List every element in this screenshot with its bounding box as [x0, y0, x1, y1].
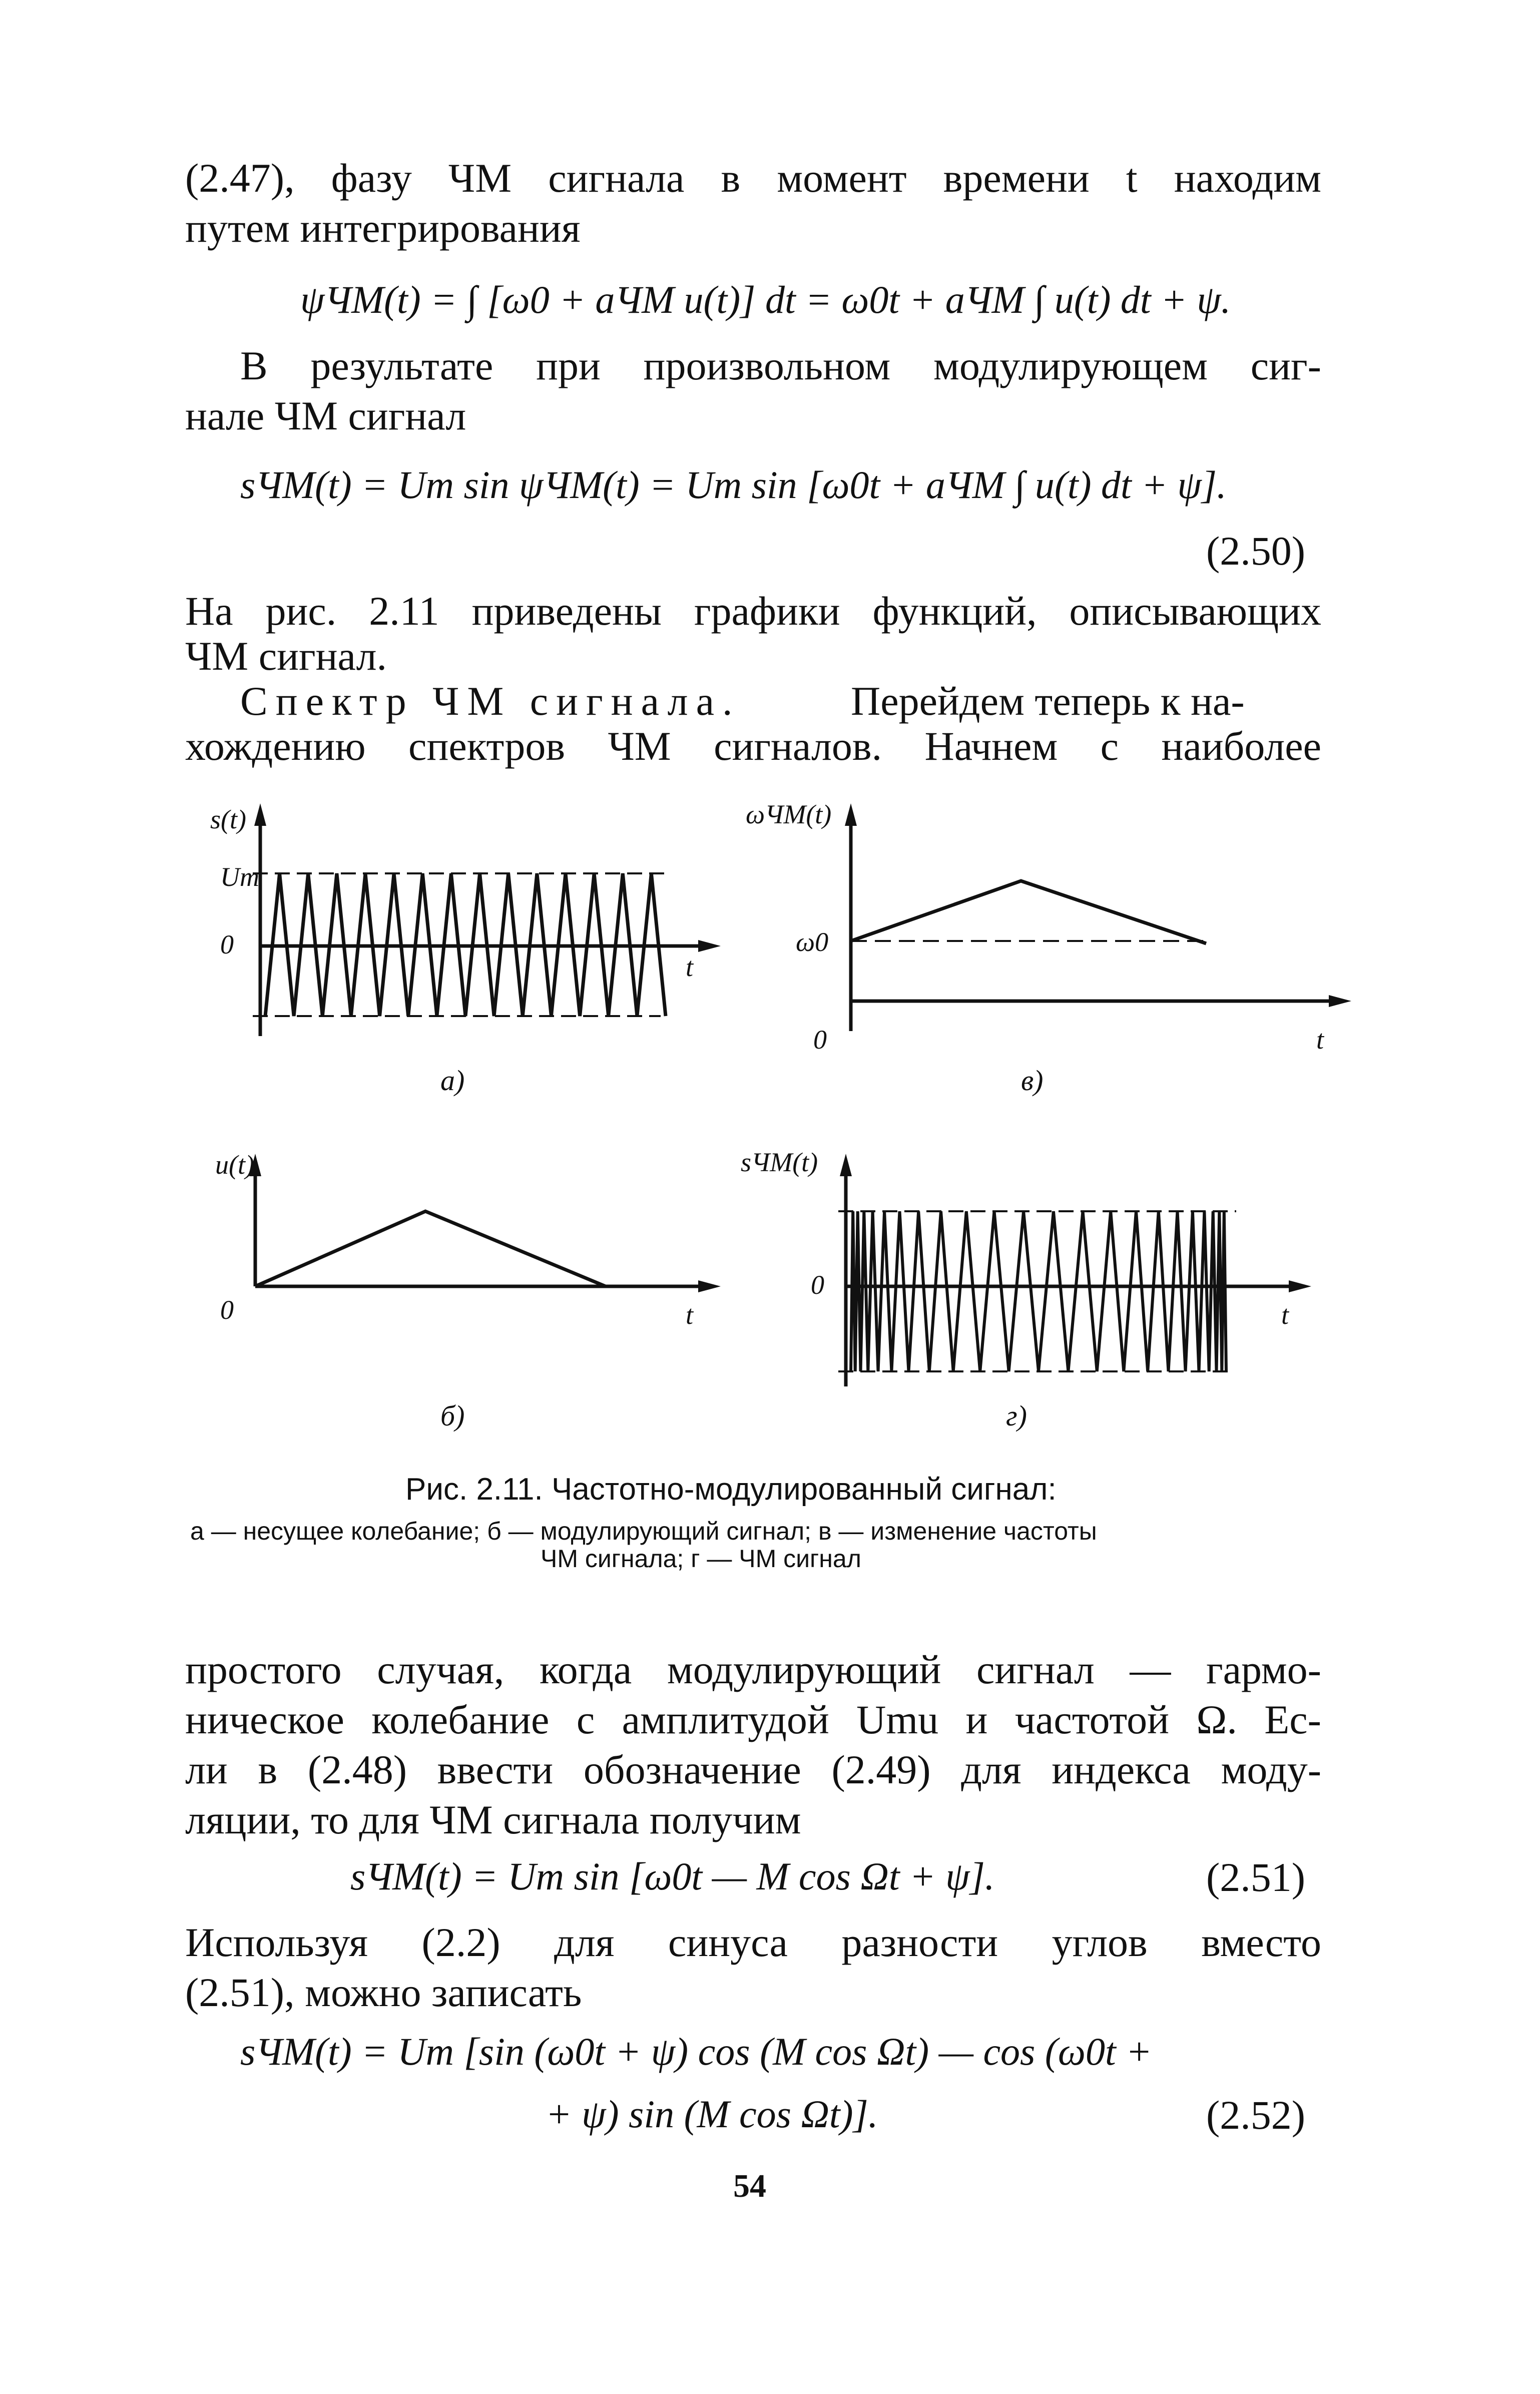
label-zero: 0: [220, 1295, 234, 1325]
panel-label-g: г): [1006, 1399, 1027, 1432]
label-zero: 0: [813, 1025, 827, 1055]
label-omega0: ω0: [796, 927, 829, 957]
text-line: нале ЧМ сигнал: [185, 393, 466, 438]
section-heading: Спектр ЧМ сигнала.: [240, 678, 741, 724]
text-line: путем интегрирования: [185, 205, 581, 251]
text-line: (2.47), фазу ЧМ сигнала в момент времени t находим: [185, 155, 1321, 201]
equation-2-52-a: sЧМ(t) = Um [sin (ω0t + ψ) cos (M cos Ωt) — cos (ω0t +: [240, 2030, 1152, 2073]
text-line: ли в (2.48) ввести обозначение (2.49) для индекса моду-: [185, 1747, 1321, 1792]
figure-caption-title: Рис. 2.11. Частотно-модулированный сигнал:: [405, 1472, 1057, 1507]
modulating-signal: [255, 1211, 606, 1286]
fm-wave: [851, 1211, 1226, 1371]
equation-2-51: sЧМ(t) = Um sin [ω0t — M cos Ωt + ψ].: [350, 1854, 995, 1898]
panel-label-v: в): [1021, 1064, 1044, 1097]
equation-number: (2.52): [1206, 2092, 1306, 2138]
label-omega-t: ωЧМ(t): [746, 799, 832, 829]
label-t: t: [1281, 1300, 1289, 1330]
text-line: В результате при произвольном модулирующем сиг-: [240, 343, 1321, 388]
label-s-t: s(t): [210, 804, 246, 834]
figure-caption-line: а — несущее колебание; б — модулирующий сигнал; в — изменение частоты: [190, 1517, 1097, 1545]
equation-2-52-b: + ψ) sin (M cos Ωt)].: [546, 2092, 878, 2136]
text-line: простого случая, когда модулирующий сигнал — гармо-: [185, 1647, 1321, 1692]
label-t: t: [686, 952, 694, 982]
label-um: Um: [220, 862, 259, 892]
text-line: хождению спектров ЧМ сигналов. Начнем с наиболее: [185, 723, 1321, 769]
text-line: Используя (2.2) для синуса разности углов вместо: [185, 1920, 1321, 1965]
label-sfm-t: sЧМ(t): [741, 1147, 818, 1177]
panel-label-b: б): [440, 1399, 465, 1432]
figure-caption-line: ЧМ сигнала; г — ЧМ сигнал: [541, 1545, 861, 1573]
text-line: ническое колебание с амплитудой Umu и частотой Ω. Ес-: [185, 1697, 1321, 1742]
label-u-t: u(t): [215, 1150, 254, 1180]
frequency-curve: [851, 881, 1206, 943]
equation-phase: ψЧМ(t) = ∫ [ω0 + aЧМ u(t)] dt = ω0t + aЧМ ∫ u(t) dt + ψ.: [300, 278, 1231, 321]
page-number: 54: [733, 2168, 766, 2204]
label-zero: 0: [811, 1270, 824, 1300]
equation-2-50: sЧМ(t) = Um sin ψЧМ(t) = Um sin [ω0t + aЧМ ∫ u(t) dt + ψ].: [240, 463, 1227, 507]
label-zero: 0: [220, 929, 234, 960]
equation-number: (2.50): [1206, 528, 1306, 574]
equation-number: (2.51): [1206, 1854, 1306, 1900]
label-t: t: [686, 1300, 694, 1330]
text-line: ляции, то для ЧМ сигнала получим: [185, 1797, 801, 1842]
text-line: На рис. 2.11 приведены графики функций, описывающих: [185, 588, 1321, 634]
text-line: ЧМ сигнал.: [185, 633, 387, 679]
panel-label-a: а): [440, 1064, 465, 1097]
text-line: (2.51), можно записать: [185, 1970, 582, 2015]
label-t: t: [1316, 1025, 1324, 1055]
text-line: Перейдем теперь к на-: [851, 678, 1245, 724]
